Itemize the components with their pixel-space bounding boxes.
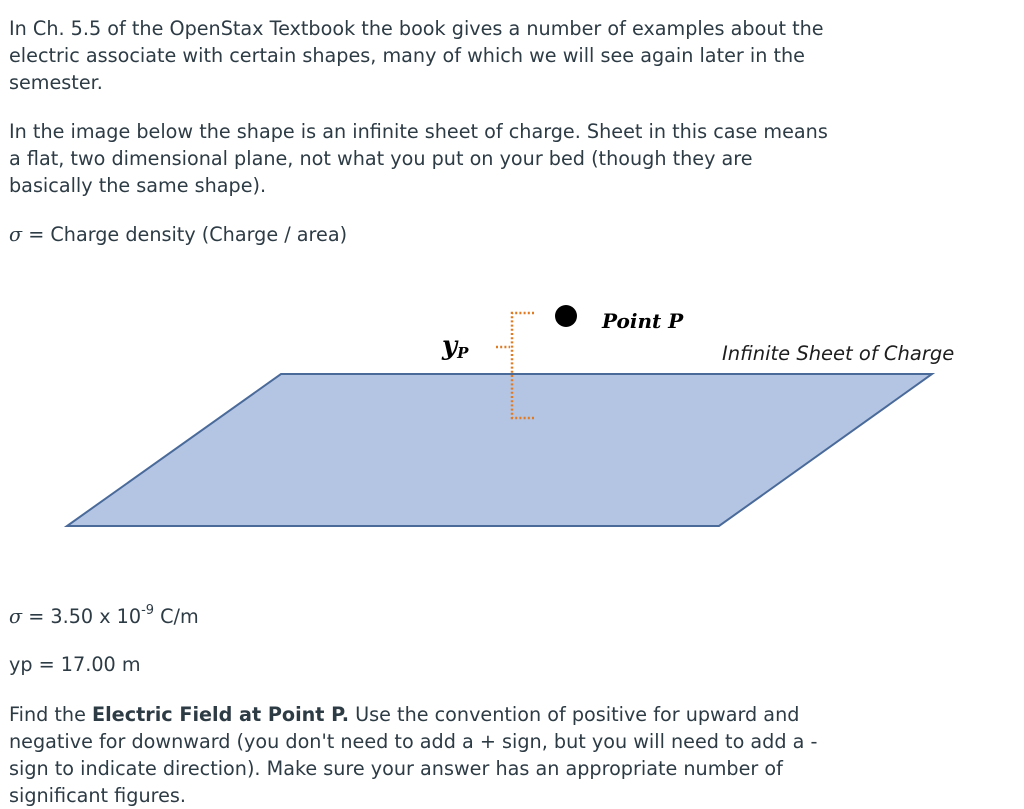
sheet-label: Infinite Sheet of Charge xyxy=(722,342,955,365)
description-line-3: basically the same shape). xyxy=(9,174,267,197)
charge-density-definition xyxy=(9,221,347,248)
question-rest: Use the convention of positive for upward and xyxy=(349,703,800,726)
sigma-unit: C/m xyxy=(154,605,199,628)
question-bold: Electric Field at Point P. xyxy=(92,703,349,726)
intro-line-2: electric associate with certain shapes, many of which we will see again later in the xyxy=(9,44,805,67)
point-p-dot xyxy=(555,305,577,327)
sigma-exponent: -9 xyxy=(141,602,155,618)
point-p-label: Point P xyxy=(602,309,684,333)
question-line-1 xyxy=(9,701,799,728)
sigma-value: = 3.50 x 10 xyxy=(22,605,142,628)
yp-label: yP xyxy=(442,331,469,362)
given-yp: yp = 17.00 m xyxy=(9,653,141,676)
sigma-symbol: σ xyxy=(9,223,23,246)
sheet-of-charge-figure xyxy=(0,290,1024,540)
intro-line-3: semester. xyxy=(9,71,103,94)
question-line-3: sign to indicate direction). Make sure your answer has an appropriate number of xyxy=(9,757,783,780)
description-line-1: In the image below the shape is an infinite sheet of charge. Sheet in this case means xyxy=(9,120,828,143)
sigma-symbol-given: σ xyxy=(9,605,23,628)
definition-text: = Charge density (Charge / area) xyxy=(22,223,348,246)
question-line-2: negative for downward (you don't need to add a + sign, but you will need to add a - xyxy=(9,730,818,753)
question-prefix: Find the xyxy=(9,703,92,726)
question-line-4: significant figures. xyxy=(9,784,186,807)
description-line-2: a flat, two dimensional plane, not what you put on your bed (though they are xyxy=(9,147,753,170)
given-sigma xyxy=(9,603,199,630)
charge-sheet xyxy=(67,374,932,526)
intro-line-1: In Ch. 5.5 of the OpenStax Textbook the book gives a number of examples about the xyxy=(9,17,824,40)
